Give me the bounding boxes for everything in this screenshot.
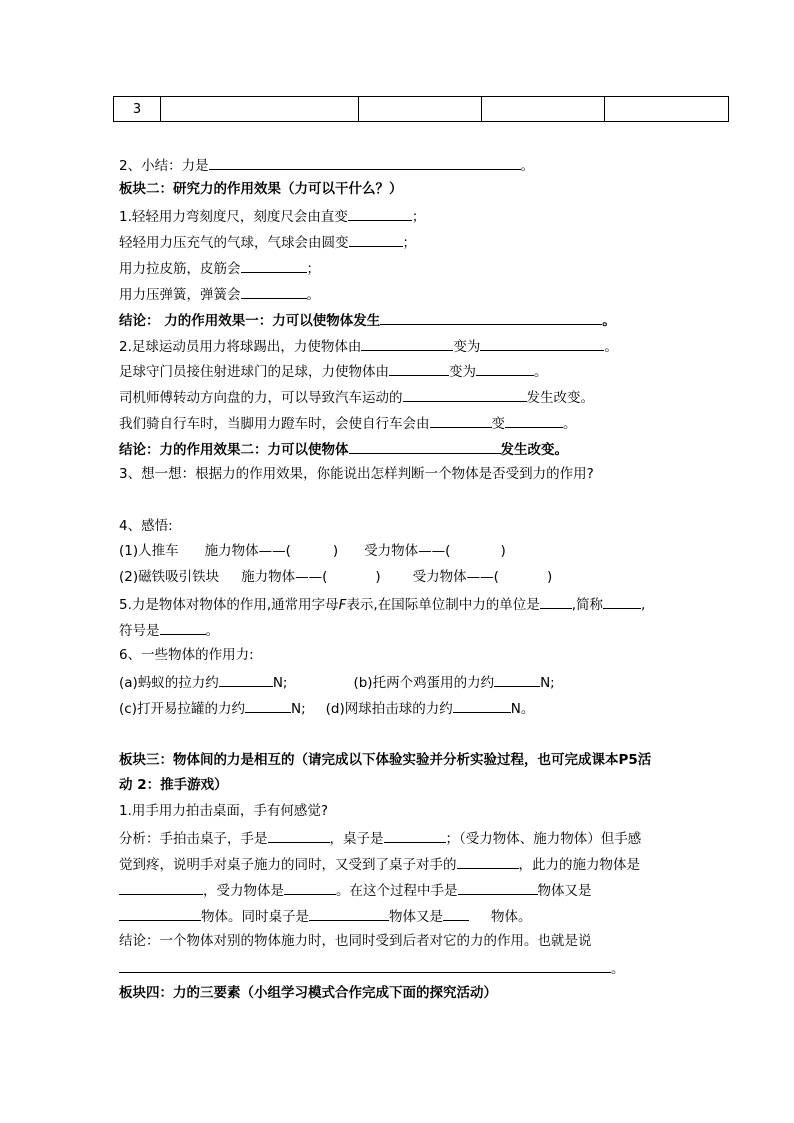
text: ) bbox=[546, 569, 553, 585]
text: ) bbox=[500, 543, 506, 559]
text: 物体又是 bbox=[389, 909, 443, 925]
text: 。 bbox=[205, 623, 219, 639]
text: 施力物体——( bbox=[241, 569, 328, 585]
question-line bbox=[119, 906, 532, 926]
blank bbox=[241, 284, 307, 299]
text: 结论：力的作用效果二：力可以使物体 bbox=[119, 442, 349, 458]
question-line bbox=[119, 672, 555, 692]
text: 5.力是物体对物体的作用,通常用字母 bbox=[119, 597, 339, 613]
blank bbox=[309, 906, 389, 921]
text: 表示,在国际单位制中力的单位是 bbox=[346, 597, 540, 613]
text: 我们骑自行车时，当脚用力蹬车时，会使自行车会由 bbox=[119, 416, 430, 432]
text: 施力物体——( bbox=[204, 543, 291, 559]
row-number-cell: 3 bbox=[114, 97, 161, 121]
text: (c)打开易拉罐的力约 bbox=[119, 701, 245, 717]
table-cell bbox=[359, 97, 482, 121]
section-heading: 4、感悟: bbox=[119, 518, 173, 534]
blank bbox=[457, 854, 519, 869]
text: 用力拉皮筋，皮筋会 bbox=[119, 261, 241, 277]
text: 分析：手拍击桌子，手是 bbox=[119, 831, 268, 847]
question-line bbox=[119, 698, 534, 718]
blank bbox=[540, 594, 572, 609]
question-line bbox=[119, 284, 320, 304]
question-line bbox=[119, 958, 625, 978]
question-line bbox=[119, 232, 416, 252]
text: 。 bbox=[306, 287, 320, 303]
blank bbox=[119, 880, 203, 895]
blank bbox=[384, 828, 446, 843]
section-heading: 动 2：推手游戏） bbox=[119, 777, 228, 793]
blank bbox=[494, 672, 540, 687]
text: 。 bbox=[520, 158, 535, 174]
text: 物体又是 bbox=[537, 883, 592, 899]
blank bbox=[209, 155, 521, 170]
text: ； bbox=[306, 261, 320, 277]
text: 。 bbox=[534, 364, 548, 380]
text: ，此力的施力物体是 bbox=[518, 857, 640, 873]
text: 物体。 bbox=[491, 909, 532, 925]
text: F bbox=[338, 597, 347, 613]
summary-line bbox=[119, 155, 534, 175]
text: 变 bbox=[491, 416, 505, 432]
text: ) bbox=[375, 569, 381, 585]
text: ；（受力物体、施力物体）但手感 bbox=[445, 831, 642, 847]
question-line bbox=[119, 258, 320, 278]
question-line bbox=[119, 828, 641, 848]
text: (1)人推车 bbox=[119, 543, 179, 559]
text: (d)网球拍击球的力约 bbox=[325, 701, 453, 717]
text: 。在这个过程中手是 bbox=[336, 883, 458, 899]
section-heading: 板块三：物体间的力是相互的（请完成以下体验实验并分析实验过程，也可完成课本P5活 bbox=[119, 752, 652, 768]
text: N; bbox=[290, 701, 306, 717]
table-cell bbox=[161, 97, 359, 121]
blank bbox=[245, 698, 291, 713]
blank bbox=[284, 880, 336, 895]
blank bbox=[480, 336, 604, 351]
text: (a)蚂蚁的拉力约 bbox=[119, 675, 219, 691]
conclusion-line bbox=[119, 439, 568, 459]
text: 1.轻轻用力弯刻度尺，刻度尺会由直变 bbox=[119, 209, 348, 225]
blank bbox=[389, 361, 449, 376]
text: (2)磁铁吸引铁块 bbox=[119, 569, 220, 585]
text: 发生改变。 bbox=[500, 442, 568, 458]
text: ，受力物体是 bbox=[203, 883, 284, 899]
text: ； bbox=[411, 209, 426, 225]
text: 司机师傅转动方向盘的力，可以导致汽车运动的 bbox=[119, 390, 403, 406]
conclusion-line: 结论：一个物体对别的物体施力时，也同时受到后者对它的力的作用。也就是说 bbox=[119, 933, 592, 949]
blank bbox=[160, 620, 206, 635]
blank bbox=[458, 880, 538, 895]
question-line bbox=[119, 413, 577, 433]
text: 。 bbox=[602, 313, 616, 329]
text: ) bbox=[332, 543, 339, 559]
blank bbox=[505, 413, 563, 428]
text: 2、小结：力是 bbox=[119, 158, 209, 174]
blank bbox=[430, 413, 492, 428]
question-line: 6、一些物体的作用力: bbox=[119, 647, 254, 663]
table-cell bbox=[482, 97, 605, 121]
blank bbox=[219, 672, 273, 687]
blank bbox=[603, 594, 641, 609]
text: 足球守门员接住射进球门的足球，力使物体由 bbox=[119, 364, 389, 380]
text: 2.足球运动员用力将球踢出，力使物体由 bbox=[119, 339, 362, 355]
blank bbox=[349, 232, 403, 247]
text: ，桌子是 bbox=[329, 831, 384, 847]
text: 用力压弹簧，弹簧会 bbox=[119, 287, 241, 303]
text: N; bbox=[272, 675, 288, 691]
question-line bbox=[119, 542, 506, 560]
blank bbox=[403, 387, 527, 402]
text: 。 bbox=[563, 416, 577, 432]
text: 受力物体——( bbox=[364, 543, 451, 559]
text: 觉到疼，说明手对桌子施力的同时，又受到了桌子对手的 bbox=[119, 857, 457, 873]
blank bbox=[443, 906, 469, 921]
table-cell bbox=[605, 97, 728, 121]
text: 变为 bbox=[453, 339, 481, 355]
blank bbox=[361, 336, 453, 351]
question-line bbox=[119, 336, 618, 356]
text: 符号是 bbox=[119, 623, 160, 639]
section-heading: 板块二：研究力的作用效果（力可以干什么？） bbox=[119, 181, 403, 197]
text: 。 bbox=[604, 339, 618, 355]
blank bbox=[476, 361, 534, 376]
section-heading: 板块四：力的三要素（小组学习模式合作完成下面的探究活动） bbox=[119, 985, 497, 1001]
text: 轻轻用力压充气的气球，气球会由圆变 bbox=[119, 235, 349, 251]
question-line bbox=[119, 361, 548, 381]
text: 发生改变。 bbox=[526, 390, 594, 406]
conclusion-line bbox=[119, 310, 616, 330]
question-line bbox=[119, 206, 425, 226]
text: 物体。同时桌子是 bbox=[201, 909, 309, 925]
question-line bbox=[119, 387, 594, 407]
blank bbox=[453, 698, 511, 713]
blank bbox=[119, 958, 611, 973]
text: (b)托两个鸡蛋用的力约 bbox=[353, 675, 495, 691]
blank bbox=[348, 206, 412, 221]
text: 受力物体——( bbox=[412, 569, 499, 585]
text: 结论： 力的作用效果一：力可以使物体发生 bbox=[119, 313, 381, 329]
question-line bbox=[119, 620, 219, 640]
question-line: 1.用手用力拍击桌面，手有何感觉? bbox=[119, 803, 329, 819]
blank bbox=[268, 828, 330, 843]
text: ； bbox=[402, 235, 416, 251]
text: N; bbox=[540, 675, 555, 691]
question-line bbox=[119, 568, 552, 586]
blank bbox=[349, 439, 501, 454]
blank bbox=[241, 258, 307, 273]
table-row bbox=[113, 96, 729, 122]
question-line bbox=[119, 594, 645, 614]
question-line bbox=[119, 880, 592, 900]
question-line bbox=[119, 854, 640, 874]
text: 。 bbox=[611, 961, 625, 977]
blank bbox=[119, 906, 201, 921]
question-line: 3、想一想：根据力的作用效果，你能说出怎样判断一个物体是否受到力的作用? bbox=[119, 466, 594, 482]
text: 变为 bbox=[449, 364, 476, 380]
blank bbox=[380, 310, 602, 325]
text: N。 bbox=[510, 701, 535, 717]
text: , bbox=[641, 597, 646, 613]
text: ,简称 bbox=[571, 597, 604, 613]
